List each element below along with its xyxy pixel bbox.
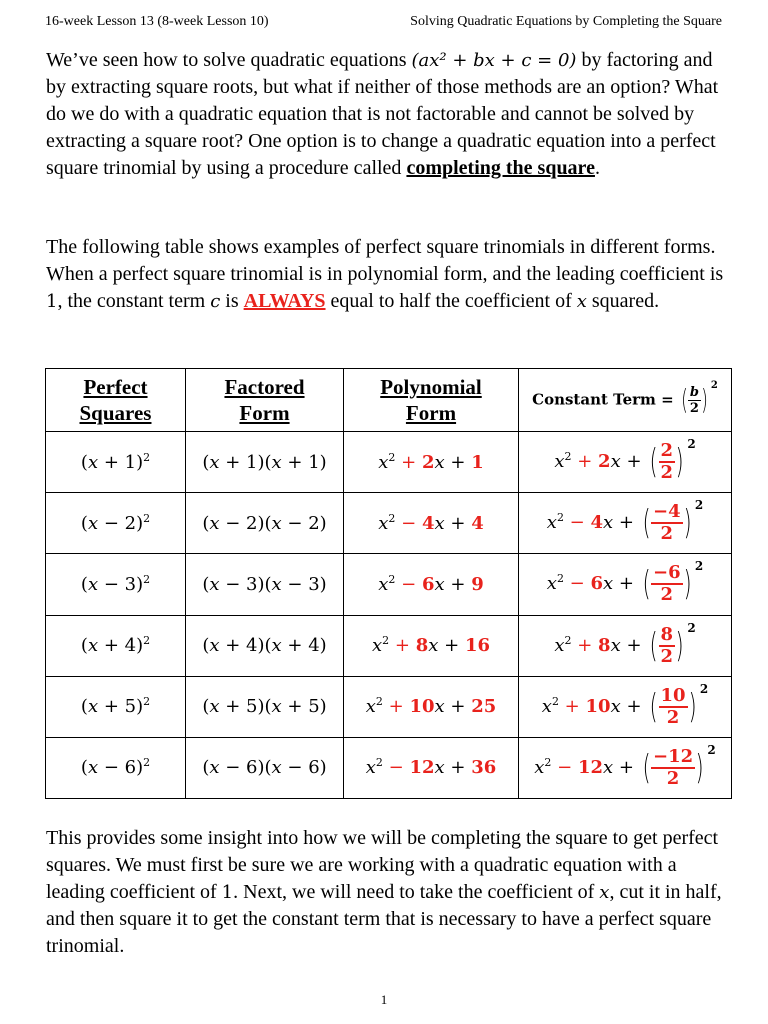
page-number: 1: [380, 992, 388, 1007]
table-row: [46, 615, 732, 676]
polynomial-form-cell: $x^2 + 8x + 16$: [344, 615, 519, 676]
table-intro-text-1: The following table shows examples of perfect square trinomials in different forms. When a perfect square trinomial is in polynomial form, and the leading coefficient is: [46, 236, 724, 285]
table-header-row: [46, 369, 732, 432]
polynomial-form-cell: $x^2 + 2x + 1$: [344, 432, 519, 493]
polynomial-form-cell: $x^2 - 6x + 9$: [344, 554, 519, 615]
factored-form-cell: (x + 4)(x + 4): [186, 615, 344, 676]
key-term: completing the square: [406, 157, 595, 179]
polynomial-form-cell: $x^2 + 10x + 25$: [344, 676, 519, 737]
constant-term-cell: $x^2 - 6x$ + ( $\frac{-6}{2}$ ) 2: [519, 554, 732, 615]
perfect-square-cell: $(x + 4)^2$: [46, 615, 186, 676]
factored-form-cell: (x + 1)(x + 1): [186, 432, 344, 493]
intro-text-3: .: [594, 157, 600, 179]
outro-text-1: This provides some insight into how we will be completing the square to get perfect squares. We must first be sure we are working with a quadratic equation with a leading coefficient of: [46, 827, 719, 903]
perfect-square-cell: $(x - 3)^2$: [46, 554, 186, 615]
x-variable-2: x: [599, 882, 610, 903]
leading-coefficient-one: 1: [221, 882, 234, 903]
lesson-label: 16-week Lesson 13 (8-week Lesson 10): [45, 14, 269, 29]
table-row: [46, 493, 732, 554]
always-emphasis: ALWAYS: [243, 290, 326, 312]
outro-text-2: . Next, we will need to take the coefficient of: [233, 881, 600, 903]
x-variable: x: [576, 291, 587, 312]
outro-paragraph: [46, 825, 731, 960]
outro-text-3: , cut it in half, and then square it to get the constant term that is necessary to have a perfect square trinomial.: [46, 881, 722, 957]
constant-term-cell: $x^2 + 2x$ + ( $\frac{2}{2}$ ) 2: [519, 432, 732, 493]
table-intro-text-4: equal to half the coefficient of: [325, 290, 577, 312]
table-intro-text-2: , the constant term: [57, 290, 211, 312]
quadratic-standard-form: (ax² + bx + c = 0): [411, 50, 577, 71]
factored-form-cell: (x − 2)(x − 2): [186, 493, 344, 554]
perfect-square-table: [45, 368, 732, 799]
constant-term-cell: $x^2 + 8x$ + ( $\frac{8}{2}$ ) 2: [519, 615, 732, 676]
table-intro-text-3: is: [220, 290, 244, 312]
factored-form-cell: (x + 5)(x + 5): [186, 676, 344, 737]
constant-term-cell: $x^2 - 4x$ + ( $\frac{-4}{2}$ ) 2: [519, 493, 732, 554]
header-constant-term: Constant Term = ( $\frac{b}{2}$ ) 2: [519, 369, 732, 432]
header-title: Solving Quadratic Equations by Completing the Square: [410, 14, 722, 29]
polynomial-form-cell: $x^2 - 4x + 4$: [344, 493, 519, 554]
table-row: [46, 737, 732, 798]
polynomial-form-cell: $x^2 - 12x + 36$: [344, 737, 519, 798]
header-perfect-squares: Perfect Squares: [46, 369, 186, 432]
table-row: [46, 676, 732, 737]
perfect-square-cell: $(x + 5)^2$: [46, 676, 186, 737]
header-factored-form: Factored Form: [186, 369, 344, 432]
table-row: [46, 432, 732, 493]
intro-text-2: by factoring and by extracting square roots, but what if neither of those methods are an option? What do we do with a quadratic equation that is not factorable and cannot be solved by extracting a square root? One option is to change a quadratic equation into a perfect square trinomial by using a procedure called: [46, 49, 719, 179]
table-row: [46, 554, 732, 615]
constant-term-cell: $x^2 + 10x$ + ( $\frac{10}{2}$ ) 2: [519, 676, 732, 737]
intro-text-1: We’ve seen how to solve quadratic equations: [46, 49, 412, 71]
constant-term-cell: $x^2 - 12x$ + ( $\frac{-12}{2}$ ) 2: [519, 737, 732, 798]
factored-form-cell: (x − 3)(x − 3): [186, 554, 344, 615]
perfect-square-cell: $(x - 6)^2$: [46, 737, 186, 798]
constant-variable: c: [210, 291, 221, 312]
page-header: [0, 14, 768, 34]
table-intro-paragraph: [46, 234, 731, 315]
table-intro-text-5: squared.: [586, 290, 660, 312]
intro-paragraph: [46, 47, 731, 182]
perfect-square-cell: $(x - 2)^2$: [46, 493, 186, 554]
header-polynomial-form: Polynomial Form: [344, 369, 519, 432]
factored-form-cell: (x − 6)(x − 6): [186, 737, 344, 798]
perfect-square-cell: $(x + 1)^2$: [46, 432, 186, 493]
leading-coefficient-value: 1: [46, 291, 58, 312]
